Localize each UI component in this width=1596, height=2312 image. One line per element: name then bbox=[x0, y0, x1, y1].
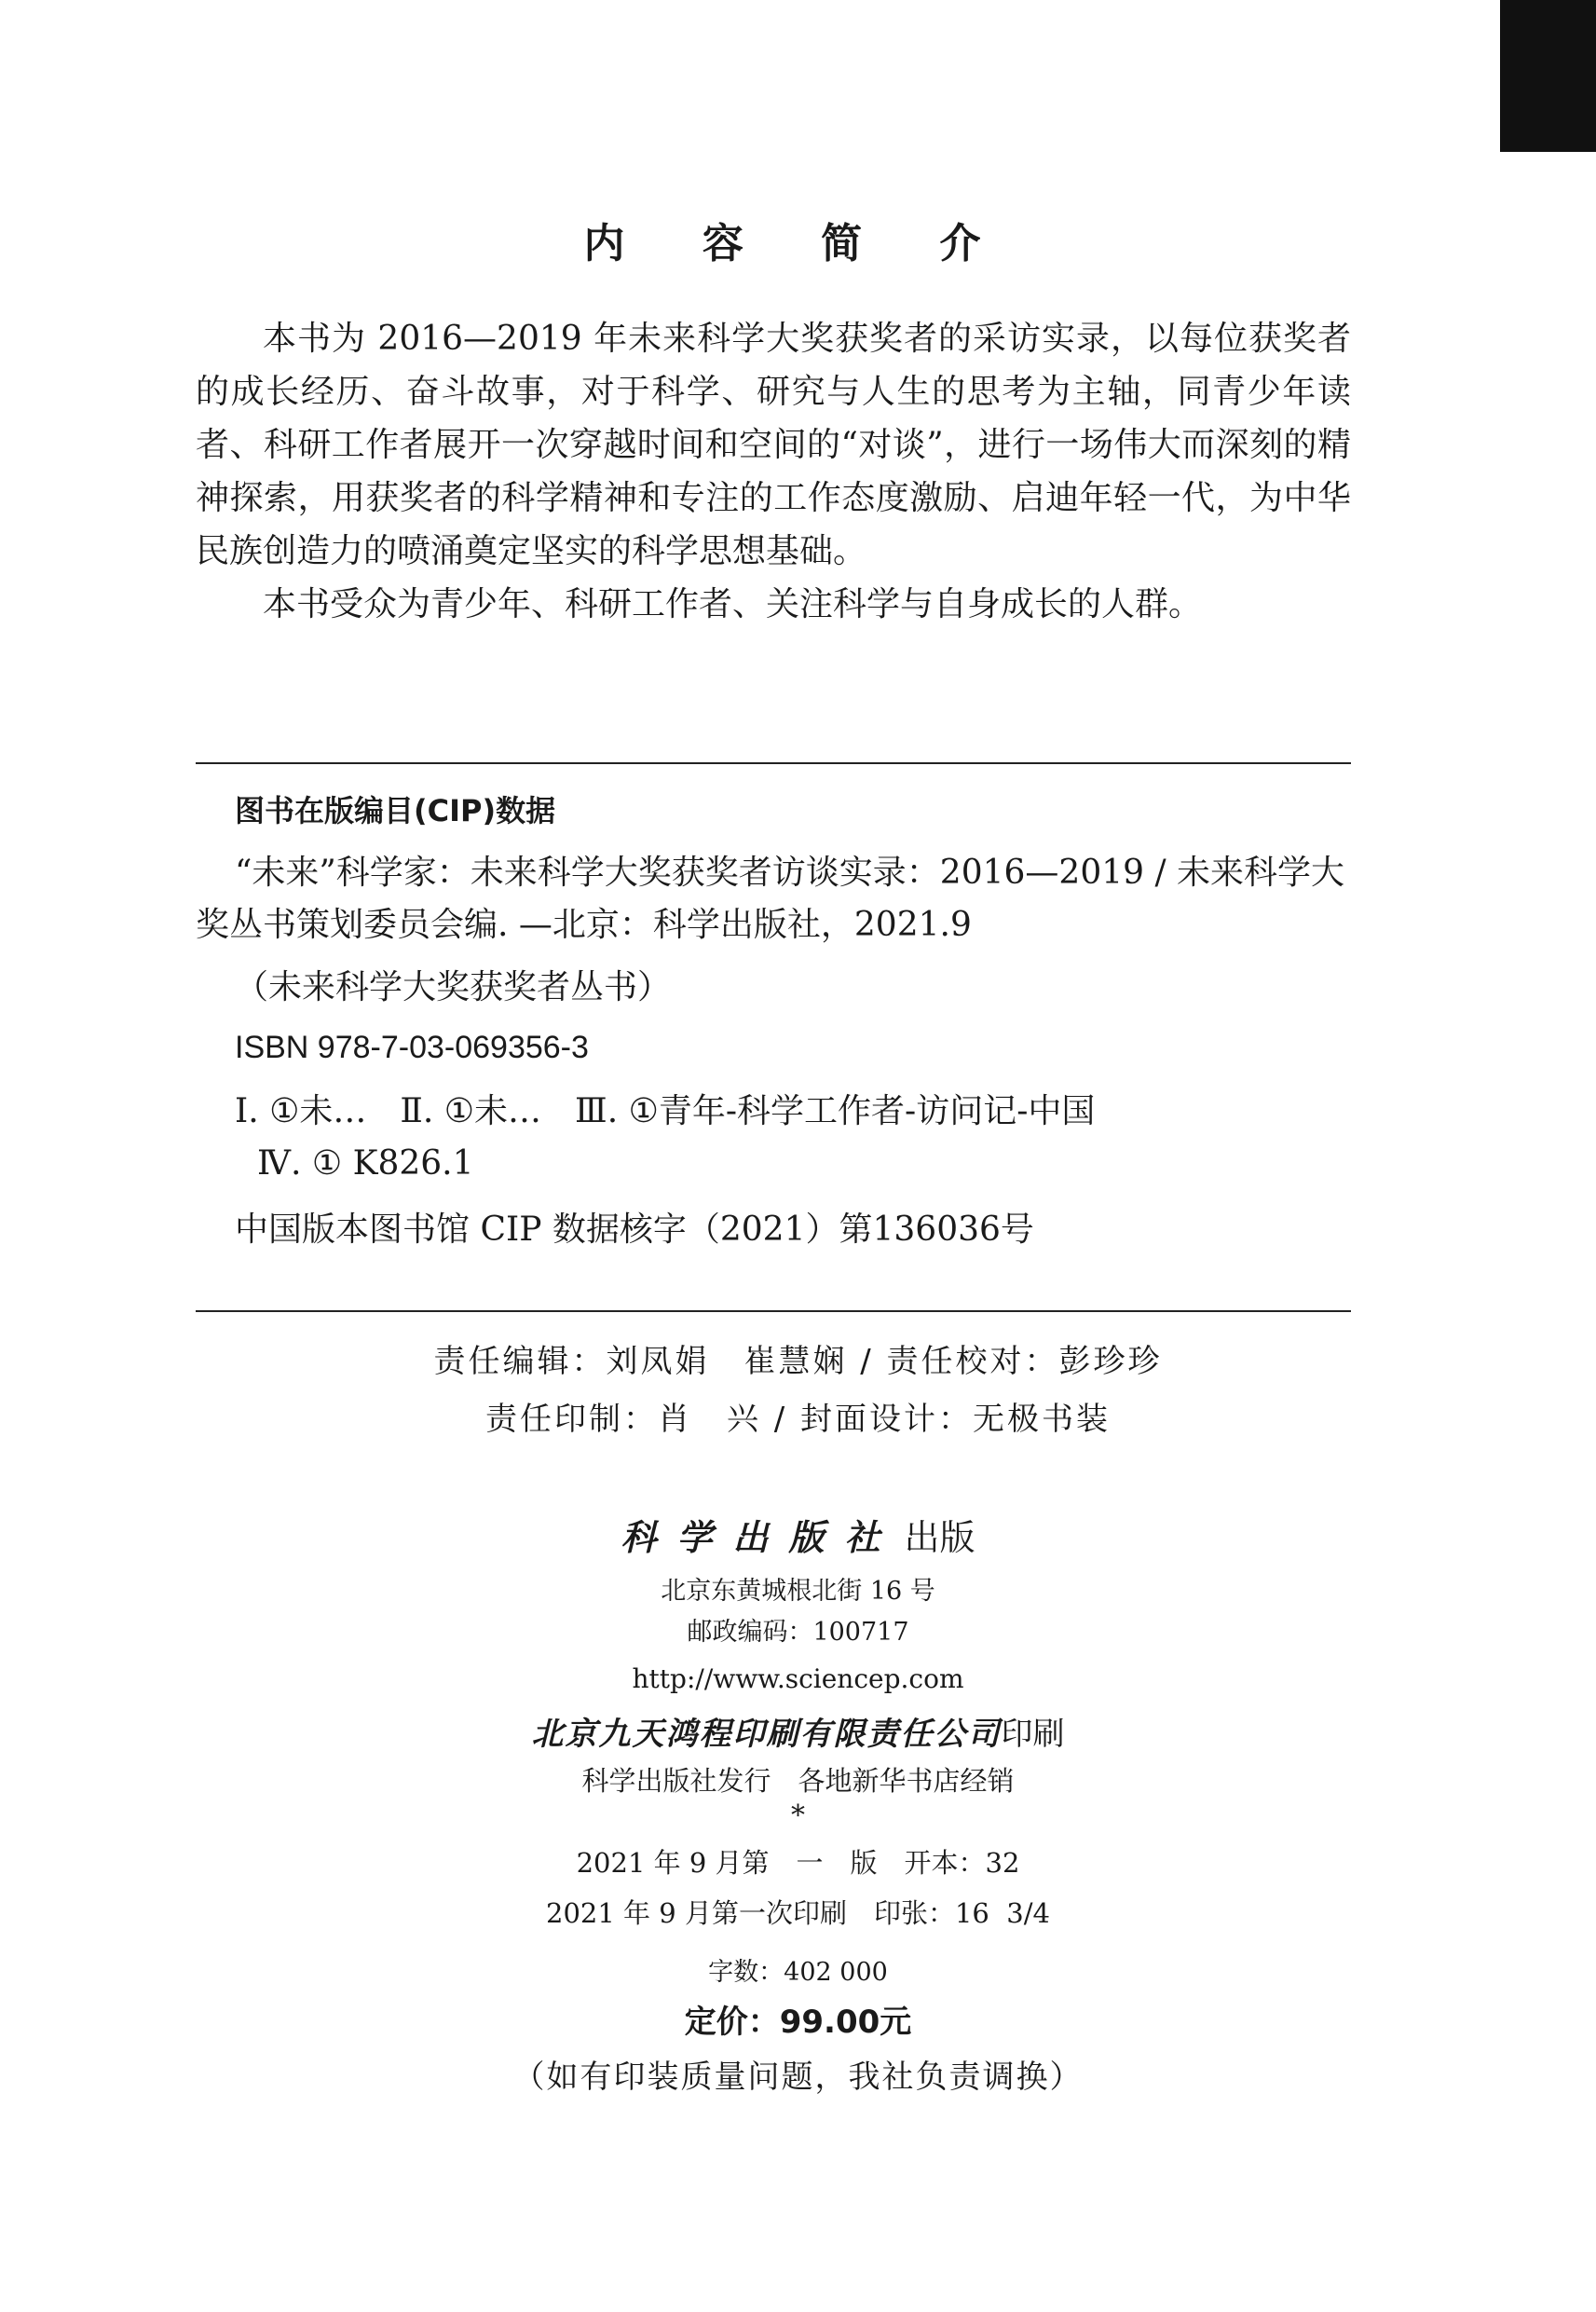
printing-line: 2021 年 9 月第一次印刷 印张：16 3/4 bbox=[546, 1897, 1050, 1929]
price-label: 定价： bbox=[684, 2004, 780, 2041]
printer-suffix: 印刷 bbox=[1001, 1716, 1065, 1753]
cip-number: 中国版本图书馆 CIP 数据核字（2021）第136036号 bbox=[235, 1211, 1034, 1249]
quality-notice: （如有印装质量问题，我社负责调换） bbox=[512, 2059, 1084, 2096]
intro-paragraph-2: 本书受众为青少年、科研工作者、关注科学与自身成长的人群。 bbox=[263, 585, 1203, 623]
printer-name: 北京九天鸿程印刷有限责任公司 bbox=[531, 1716, 1002, 1753]
publisher-name: 科学出版社 bbox=[621, 1516, 901, 1558]
credits-block bbox=[0, 1333, 1596, 1448]
cip-classification bbox=[235, 1086, 1351, 1190]
price-line bbox=[0, 1998, 1596, 2046]
intro-section bbox=[196, 312, 1351, 631]
separator-star: * bbox=[791, 1799, 805, 1832]
page-title: 内 容 简 介 bbox=[583, 220, 1013, 267]
publisher-line bbox=[0, 1510, 1596, 1566]
credits-line-1: 责任编辑：刘凤娟 崔慧娴 / 责任校对：彭珍珍 bbox=[433, 1343, 1163, 1380]
edition-block bbox=[0, 1838, 1596, 1938]
cip-bottom-rule bbox=[196, 1310, 1351, 1312]
publisher-url: http://www.sciencep.com bbox=[632, 1663, 964, 1694]
cip-block bbox=[196, 787, 1351, 1253]
page-corner-tab bbox=[1500, 0, 1596, 152]
cip-isbn: ISBN 978-7-03-069356-3 bbox=[235, 1030, 589, 1065]
postcode: 邮政编码：100717 bbox=[687, 1618, 909, 1647]
publisher-suffix: 出版 bbox=[904, 1517, 975, 1558]
printer-line bbox=[0, 1707, 1596, 1761]
cip-entry: “未来”科学家：未来科学大奖获奖者访谈实录：2016—2019 / 未来科学大奖丛书策划委员会编. —北京：科学出版社，2021.9 bbox=[196, 854, 1345, 944]
publisher-address: 北京东黄城根北街 16 号 bbox=[661, 1577, 935, 1606]
cip-heading: 图书在版编目(CIP)数据 bbox=[235, 793, 556, 828]
price-value: 99.00元 bbox=[779, 2004, 912, 2041]
colophon-block bbox=[0, 1510, 1596, 2108]
word-count: 字数：402 000 bbox=[708, 1958, 888, 1987]
cip-classification-line-1: Ⅰ. ①未… Ⅱ. ①未… Ⅲ. ①青年-科学工作者-访问记-中国 bbox=[235, 1092, 1096, 1130]
intro-paragraph-1: 本书为 2016—2019 年未来科学大奖获奖者的采访实录，以每位获奖者的成长经历、奋斗故事，对于科学、研究与人生的思考为主轴，同青少年读者、科研工作者展开一次穿越时间和空间的“对谈”，进行一场伟大而深刻的精神探索，用获奖者的科学精神和专注的工作态度激励、启迪年轻一代，为中华民族创造力的喷涌奠定坚实的科学思想基础。 bbox=[196, 320, 1351, 570]
cip-classification-line-2: Ⅳ. ① K826.1 bbox=[257, 1144, 474, 1183]
cip-series: （未来科学大奖获奖者丛书） bbox=[235, 968, 672, 1006]
distribution-line: 科学出版社发行 各地新华书店经销 bbox=[581, 1765, 1015, 1797]
cip-top-rule bbox=[196, 762, 1351, 764]
edition-line: 2021 年 9 月第 一 版 开本：32 bbox=[576, 1847, 1020, 1879]
credits-line-2: 责任印制：肖 兴 / 封面设计：无极书装 bbox=[484, 1401, 1112, 1438]
